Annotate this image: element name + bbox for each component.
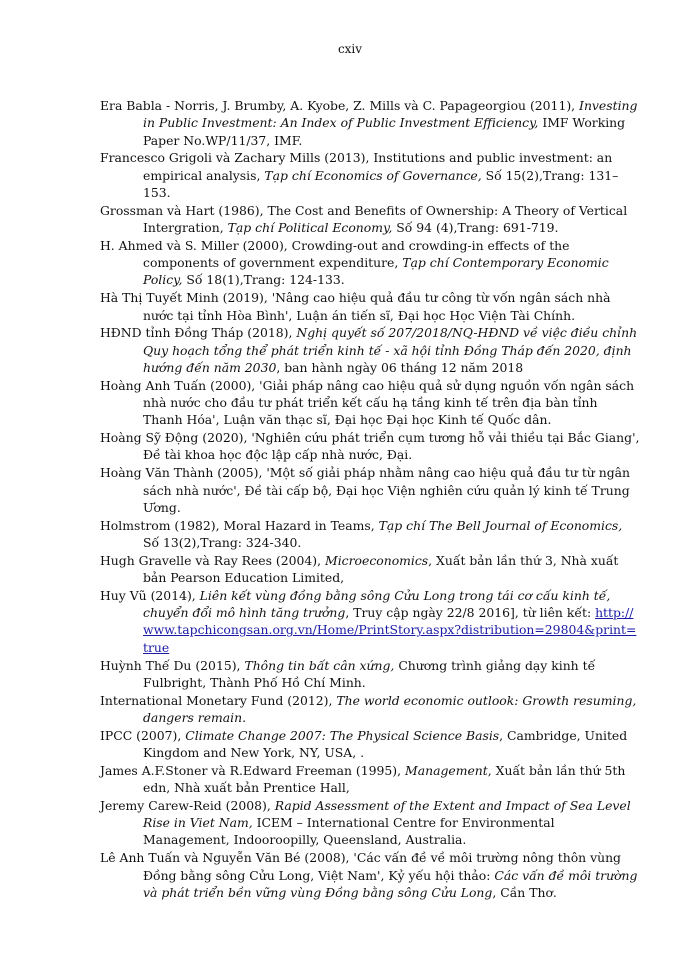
reference-entry <box>100 657 640 692</box>
reference-text: Hà Thị Tuyết Minh (2019), 'Nâng cao hiệu quả đầu tư công từ vốn ngân sách nhà nước tại tỉnh Hòa Bình', Luận án tiến sĩ, Đại học Học Viện Tài Chính. <box>100 290 611 323</box>
reference-text: Hoàng Sỹ Động (2020), 'Nghiên cứu phát triển cụm tương hỗ vải thiều tại Bắc Giang', Đề tài khoa học độc lập cấp nhà nước, Đại. <box>100 430 640 463</box>
reference-title: Nghị quyết số 207/2018/NQ-HĐND về việc điều chỉnh Quy hoạch tổng thể phát triển kinh tế - xã hội tỉnh Đồng Tháp đến 2020, định hướng đến năm 2030 <box>143 325 638 375</box>
reference-entry <box>100 202 640 237</box>
reference-entry <box>100 324 640 376</box>
reference-text: , Xuất bản lần thứ 3, Nhà xuất bản Pearson Education Limited, <box>143 552 619 586</box>
reference-entry <box>100 727 640 762</box>
reference-text: Huỳnh Thế Du (2015), <box>100 657 245 673</box>
reference-text: ICEM – International Centre for Environmental Management, Indooroopilly, Queensland, Australia. <box>143 815 555 848</box>
reference-title: Các vấn đề môi trường và phát triển bền vững vùng Đồng bằng sông Cửu Long <box>143 867 638 900</box>
page-number: cxiv <box>337 42 363 56</box>
reference-text: International Monetary Fund (2012), <box>100 692 337 708</box>
reference-title: Microeconomics <box>325 552 429 568</box>
reference-entry <box>100 797 640 849</box>
reference-entry <box>100 97 640 149</box>
reference-text: Lê Anh Tuấn và Nguyễn Văn Bé (2008), 'Các vấn đề về môi trường nông thôn vùng Đồng bằng sông Cửu Long, Việt Nam', Kỷ yếu hội thảo: <box>100 850 621 883</box>
reference-text: Era Babla - Norris, J. Brumby, A. Kyobe, Z. Mills và C. Papageorgiou (2011), <box>100 98 580 113</box>
reference-title: Thông tin bất cân xứng, <box>244 657 395 673</box>
reference-title: Tạp chí Economics of Governance, <box>264 167 482 183</box>
reference-entry <box>100 289 640 324</box>
reference-text: HĐND tỉnh Đồng Tháp (2018), <box>100 325 297 341</box>
reference-title: Tạp chí The Bell Journal of Economics, <box>378 517 623 533</box>
reference-text: Huy Vũ (2014), <box>100 587 200 603</box>
reference-list <box>100 97 640 902</box>
reference-text: , ban hành ngày 06 tháng 12 năm 2018 <box>276 359 524 375</box>
reference-text: Số 94 (4),Trang: 691-719. <box>392 220 559 236</box>
reference-entry <box>100 377 640 429</box>
reference-title: Management <box>405 762 488 778</box>
reference-text: Chương trình giảng dạy kinh tế Fulbright, Thành Phố Hồ Chí Minh. <box>143 657 596 690</box>
reference-text: Holmstrom (1982), Moral Hazard in Teams, <box>100 517 379 533</box>
reference-text: , Cần Thơ. <box>492 884 557 900</box>
reference-entry <box>100 552 640 587</box>
reference-text: Hoàng Văn Thành (2005), 'Một số giải pháp nhằm nâng cao hiệu quả đầu tư từ ngân sách nhà nước', Đề tài cấp bộ, Đại học Viện nghiên cứu quản lý kinh tế Trung Ương. <box>100 465 630 515</box>
reference-entry <box>100 237 640 289</box>
reference-link[interactable]: http://www.tapchicongsan.org.vn/Home/PrintStory.aspx?distribution=29804&print=true <box>143 605 637 655</box>
reference-entry <box>100 587 640 656</box>
reference-entry <box>100 149 640 201</box>
reference-text: Francesco Grigoli và Zachary Mills (2013), Institutions and public investment: an empirical analysis, <box>100 150 613 183</box>
reference-text: Hugh Gravelle và Ray Rees (2004), <box>100 552 326 568</box>
reference-entry <box>100 517 640 552</box>
reference-text: James A.F.Stoner và R.Edward Freeman (1995), <box>100 762 406 778</box>
reference-entry <box>100 762 640 797</box>
reference-entry <box>100 692 640 727</box>
reference-text: , Truy cập ngày 22/8 2016], từ liên kết: <box>345 605 596 621</box>
reference-title: Climate Change 2007: The Physical Science Basis <box>185 727 500 743</box>
reference-title: Tạp chí Contemporary Economic Policy, <box>143 255 609 288</box>
reference-text: Jeremy Carew-Reid (2008), <box>100 797 275 813</box>
reference-text: IPCC (2007), <box>100 727 186 743</box>
reference-text: Số 13(2),Trang: 324-340. <box>143 534 302 550</box>
reference-text: Hoàng Anh Tuấn (2000), 'Giải pháp nâng cao hiệu quả sử dụng nguồn vốn ngân sách nhà nước cho đầu tư phát triển kết cấu hạ tầng kinh tế trên địa bàn tỉnh Thanh Hóa', Luận văn thạc sĩ, Đại học Đại học Kinh tế Quốc dân. <box>100 377 635 428</box>
reference-text: IMF Working Paper No.WP/11/37, IMF. <box>143 115 626 148</box>
reference-entry <box>100 464 640 516</box>
reference-text: , Xuất bản lần thứ 5th edn, Nhà xuất bản Prentice Hall, <box>143 762 626 796</box>
reference-text: H. Ahmed và S. Miller (2000), Crowding-out and crowding-in effects of the components of government expenditure, <box>100 237 570 271</box>
reference-title: Tạp chí Political Economy, <box>227 220 393 236</box>
reference-text: , Cambridge, United Kingdom and New York, NY, USA, . <box>143 727 628 760</box>
reference-entry <box>100 849 640 901</box>
reference-title: The world economic outlook: Growth resuming, dangers remain. <box>143 692 637 725</box>
reference-text: Số 15(2),Trang: 131–153. <box>143 167 619 200</box>
reference-title: Liên kết vùng đồng bằng sông Cửu Long trong tái cơ cấu kinh tế, chuyển đổi mô hình tăng trưởng <box>143 587 611 621</box>
reference-text: Grossman và Hart (1986), The Cost and Benefits of Ownership: A Theory of Vertical Intergration, <box>100 202 628 236</box>
reference-text: Số 18(1),Trang: 124-133. <box>182 272 345 288</box>
reference-title: Rapid Assessment of the Extent and Impact of Sea Level Rise in Viet Nam, <box>143 797 631 831</box>
reference-entry <box>100 429 640 464</box>
reference-title: Investing in Public Investment: An Index of Public Investment Efficiency, <box>143 98 638 131</box>
